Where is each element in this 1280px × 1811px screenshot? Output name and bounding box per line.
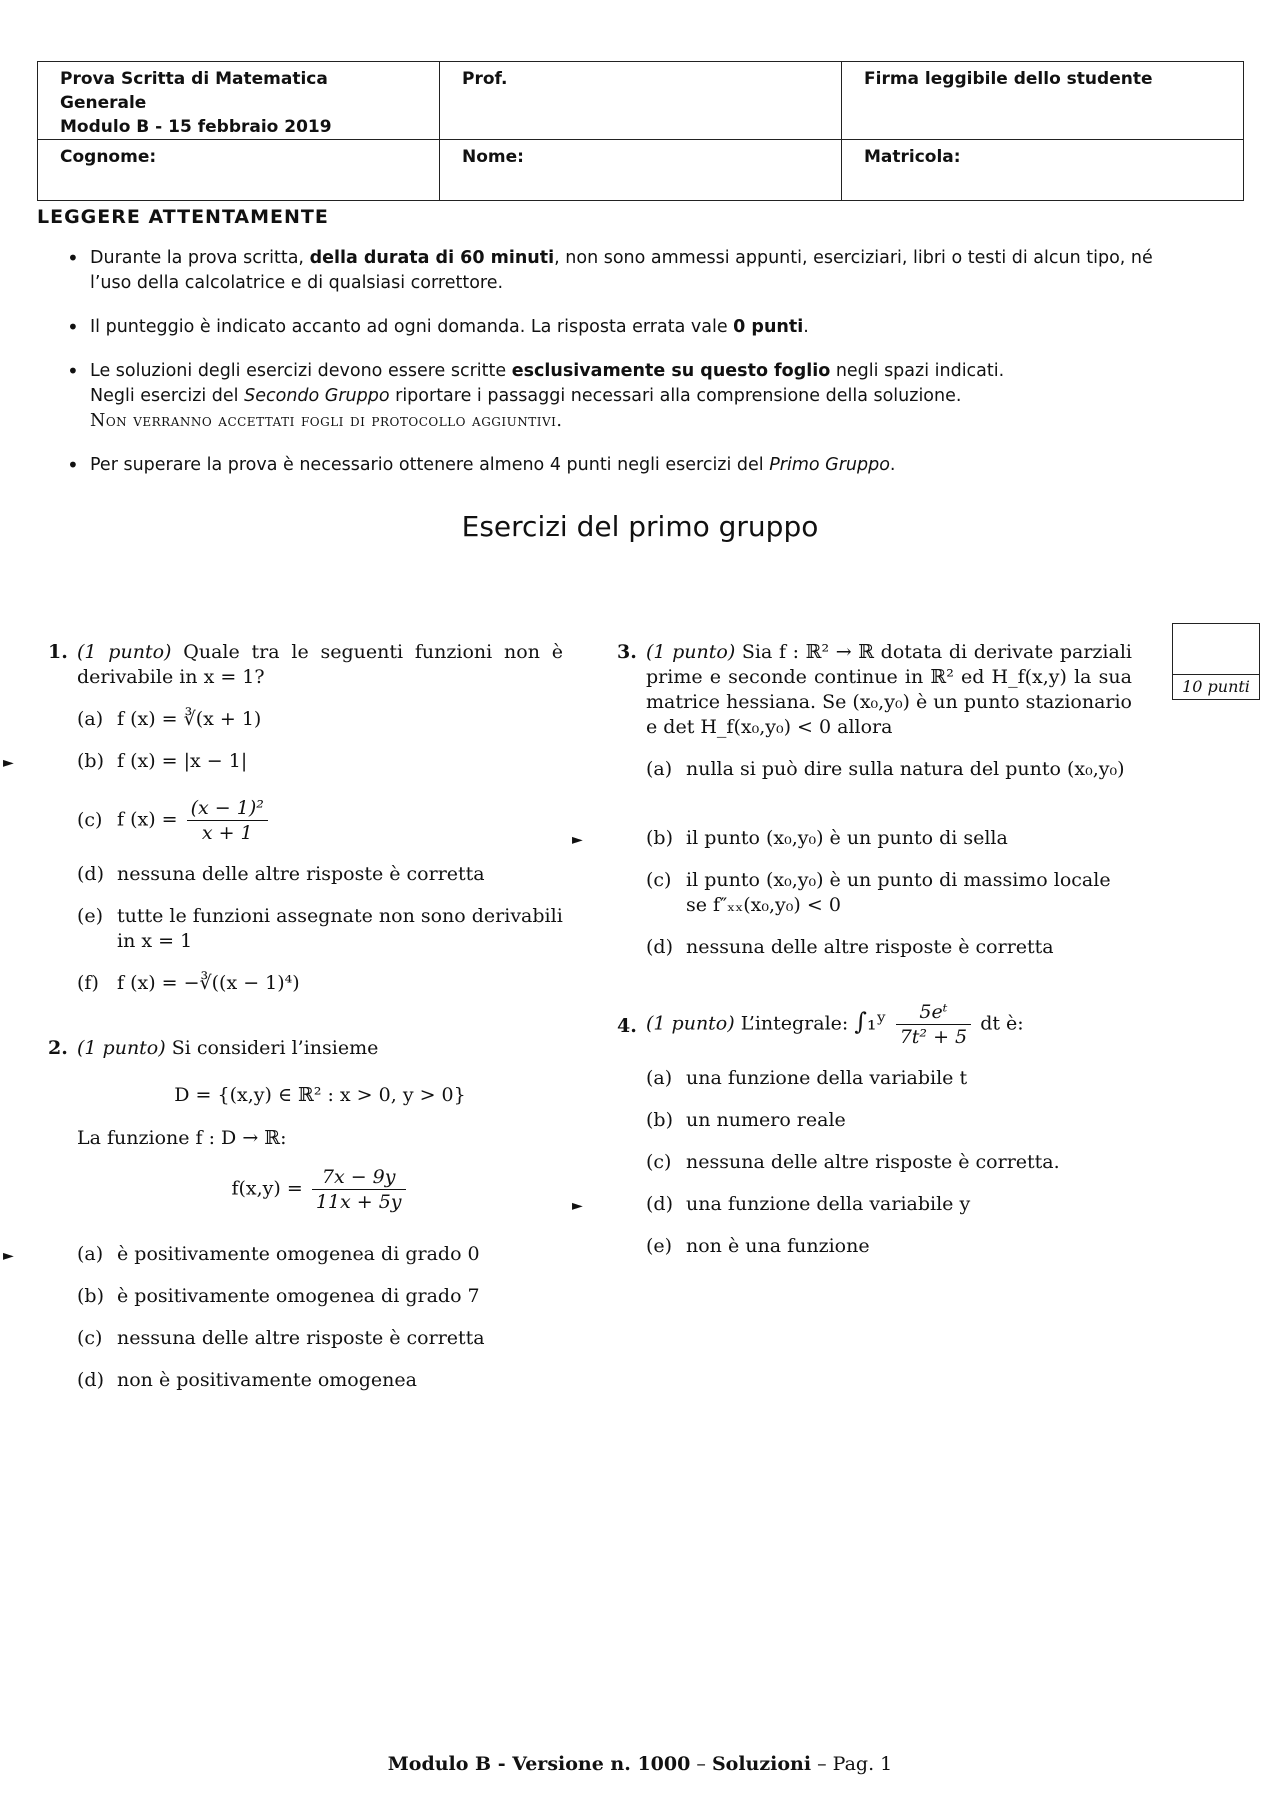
option-label: (a)	[646, 758, 673, 780]
option-text: tutte le funzioni assegnate non sono derivabili in x = 1	[117, 905, 563, 952]
option-text: nessuna delle altre risposte è corretta	[686, 936, 1054, 958]
option-f[interactable]	[77, 971, 563, 996]
question-body: Sia f : ℝ² → ℝ dotata di derivate parziali prime e seconde continue in ℝ² ed H_f(x,y) la sua matrice hessiana. Se (x₀,y₀) è un punto stazionario e det H_f(x₀,y₀) < 0 allora	[646, 641, 1132, 738]
question-1	[3, 640, 563, 996]
section-title: Esercizi del primo gruppo	[461, 510, 819, 543]
option-label: (b)	[77, 1285, 104, 1307]
surname-label: Cognome:	[60, 147, 157, 167]
option-label: (a)	[646, 1067, 673, 1089]
option-text: una funzione della variabile y	[686, 1193, 971, 1215]
header-table	[37, 61, 1244, 201]
instructions-title: LEGGERE ATTENTAMENTE	[37, 206, 329, 228]
fraction-denominator: 11x + 5y	[315, 1191, 402, 1213]
page-footer	[0, 1753, 1280, 1775]
option-label: (b)	[646, 827, 673, 849]
integral-sign: ∫₁ʸ	[854, 1007, 887, 1036]
option-label: (c)	[646, 1151, 672, 1173]
signature-label: Firma leggibile dello studente	[864, 69, 1153, 89]
fraction-denominator: 7t² + 5	[899, 1026, 968, 1048]
question-number: 1.	[48, 641, 68, 663]
option-text: f (x) = |x − 1|	[117, 750, 248, 772]
option-text: è positivamente omogenea di grado 0	[117, 1243, 480, 1265]
rule-emphasis: 0 punti	[733, 317, 804, 337]
question-4	[572, 1000, 1132, 1259]
option-a[interactable]	[646, 757, 1132, 782]
rule-emphasis: della durata di 60 minuti	[309, 248, 555, 268]
rule-text: .	[889, 455, 896, 475]
option-label: (a)	[77, 1243, 104, 1265]
rule-emphasis: esclusivamente su questo foglio	[511, 361, 831, 381]
rule-text: riportare i passaggi necessari alla comprensione della soluzione.	[389, 386, 962, 406]
rule-duration	[65, 246, 1185, 296]
option-label: (e)	[77, 905, 104, 927]
option-e[interactable]	[646, 1234, 1132, 1259]
fraction	[312, 1165, 406, 1214]
rule-italic: Secondo Gruppo	[244, 386, 390, 406]
option-label: (b)	[77, 750, 104, 772]
option-label: (c)	[77, 809, 103, 831]
option-text: nessuna delle altre risposte è corretta	[117, 863, 485, 885]
option-label: (d)	[646, 1193, 673, 1215]
question-2	[3, 1036, 563, 1393]
correct-marker-icon: ►	[572, 1198, 583, 1214]
fraction-numerator: 5eᵗ	[896, 1000, 971, 1025]
rule-italic: Primo Gruppo	[769, 455, 890, 475]
option-d[interactable]	[572, 1192, 1132, 1217]
question-number: 4.	[617, 1015, 637, 1037]
fraction	[187, 796, 268, 845]
student-id-label: Matricola:	[864, 147, 961, 167]
option-e[interactable]	[77, 904, 563, 954]
set-definition: D = {(x,y) ∈ ℝ² : x > 0, y > 0}	[174, 1084, 466, 1106]
option-d[interactable]	[77, 1368, 563, 1393]
question-3	[572, 640, 1132, 960]
option-b[interactable]	[572, 826, 1132, 851]
prof-label: Prof.	[462, 69, 508, 89]
option-label: (c)	[646, 869, 672, 891]
course-cell	[38, 62, 440, 140]
right-column	[572, 640, 1132, 1281]
points-box[interactable]	[1172, 623, 1260, 700]
footer-page: – Pag. 1	[811, 1753, 893, 1775]
question-text	[646, 640, 1132, 740]
question-text	[77, 1036, 563, 1061]
left-column	[3, 640, 563, 1415]
rule-text: Per superare la prova è necessario ottenere almeno 4 punti negli esercizi del	[90, 455, 770, 475]
function-definition	[77, 1165, 563, 1214]
rule-text: , non sono ammessi appunti, eserciziari, libri o testi di alcun tipo, né l’uso della calcolatrice e di qualsiasi correttore.	[90, 248, 1153, 293]
fraction	[896, 1000, 971, 1049]
option-text: non è una funzione	[686, 1235, 870, 1257]
rule-passing	[65, 453, 1185, 478]
rule-answers	[65, 359, 1185, 434]
option-text: f (x) =	[117, 808, 178, 831]
points-box-score-area[interactable]	[1173, 624, 1259, 675]
option-text: f (x) = ∛(x + 1)	[117, 708, 262, 730]
option-label: (f)	[77, 972, 99, 994]
footer-version: Modulo B - Versione n. 1000	[387, 1753, 691, 1775]
question-number: 2.	[48, 1037, 68, 1059]
course-title: Prova Scritta di Matematica Generale	[60, 69, 328, 113]
option-text: non è positivamente omogenea	[117, 1369, 417, 1391]
function-lhs: f(x,y) =	[231, 1177, 303, 1200]
option-label: (b)	[646, 1109, 673, 1131]
option-text: nessuna delle altre risposte è corretta.	[686, 1151, 1060, 1173]
rule-text: Il punteggio è indicato accanto ad ogni domanda. La risposta errata vale	[90, 317, 734, 337]
option-text: il punto (x₀,y₀) è un punto di sella	[686, 827, 1008, 849]
option-text: nulla si può dire sulla natura del punto (x₀,y₀)	[686, 758, 1125, 780]
option-label: (d)	[77, 1369, 104, 1391]
option-b[interactable]	[77, 1284, 563, 1309]
function-intro: La funzione f : D → ℝ:	[77, 1127, 287, 1149]
option-text: un numero reale	[686, 1109, 846, 1131]
name-label: Nome:	[462, 147, 524, 167]
option-a[interactable]	[3, 1242, 563, 1267]
footer-solutions: Soluzioni	[711, 1753, 812, 1775]
option-label: (d)	[77, 863, 104, 885]
correct-marker-icon: ►	[3, 755, 14, 771]
option-c[interactable]	[77, 1326, 563, 1351]
option-c[interactable]	[646, 1150, 1132, 1175]
rule-text: .	[803, 317, 809, 337]
question-points: (1 punto)	[646, 1012, 735, 1035]
rule-smallcaps: Non verranno accettati fogli di protocollo aggiuntivi.	[90, 411, 563, 431]
rule-text: Negli esercizi del	[90, 386, 245, 406]
option-c[interactable]	[646, 868, 1132, 918]
integral-tail: dt è:	[980, 1012, 1024, 1035]
course-module-date: Modulo B - 15 febbraio 2019	[60, 117, 332, 137]
correct-marker-icon: ►	[572, 832, 583, 848]
name-field[interactable]	[440, 140, 842, 201]
option-b[interactable]	[646, 1108, 1132, 1133]
points-box-label: 10 punti	[1182, 677, 1250, 696]
question-body: Quale tra le seguenti funzioni non è derivabile in x = 1?	[77, 641, 563, 688]
fraction-numerator: 7x − 9y	[312, 1165, 406, 1190]
option-a[interactable]	[646, 1066, 1132, 1091]
question-text	[646, 1000, 1132, 1049]
rule-text: Le soluzioni degli esercizi devono essere scritte	[90, 361, 512, 381]
instructions-list	[65, 246, 1185, 497]
option-d[interactable]	[77, 862, 563, 887]
rule-text: negli spazi indicati.	[830, 361, 1005, 381]
surname-field[interactable]	[38, 140, 440, 201]
question-number: 3.	[617, 641, 637, 663]
option-label: (c)	[77, 1327, 103, 1349]
rule-scoring	[65, 315, 1185, 340]
signature-field[interactable]	[842, 62, 1244, 140]
option-text: una funzione della variabile t	[686, 1067, 968, 1089]
option-label: (e)	[646, 1235, 673, 1257]
fraction-numerator: (x − 1)²	[187, 796, 268, 821]
option-c[interactable]	[77, 796, 563, 845]
option-label: (d)	[646, 936, 673, 958]
footer-sep: –	[690, 1753, 712, 1775]
question-points: (1 punto)	[77, 641, 172, 663]
option-a[interactable]	[77, 707, 563, 732]
fraction-denominator: x + 1	[201, 822, 253, 844]
option-text: il punto (x₀,y₀) è un punto di massimo locale se f″ₓₓ(x₀,y₀) < 0	[686, 869, 1111, 916]
question-body: Si consideri l’insieme	[171, 1037, 379, 1059]
correct-marker-icon: ►	[3, 1248, 14, 1264]
question-points: (1 punto)	[646, 641, 736, 663]
question-text	[77, 640, 563, 690]
option-text: è positivamente omogenea di grado 7	[117, 1285, 480, 1307]
option-label: (a)	[77, 708, 104, 730]
rule-text: Durante la prova scritta,	[90, 248, 310, 268]
option-text: f (x) = −∛((x − 1)⁴)	[117, 972, 300, 994]
option-b[interactable]	[3, 749, 563, 774]
question-body: L’integrale:	[740, 1012, 849, 1035]
student-id-field[interactable]	[842, 140, 1244, 201]
prof-field[interactable]	[440, 62, 842, 140]
option-d[interactable]	[646, 935, 1132, 960]
option-text: nessuna delle altre risposte è corretta	[117, 1327, 485, 1349]
question-points: (1 punto)	[77, 1037, 166, 1059]
